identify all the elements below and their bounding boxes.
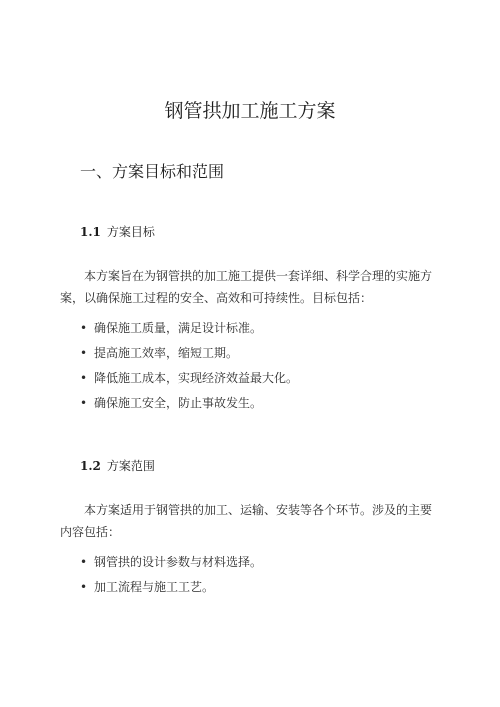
list-item: • 钢管拱的设计参数与材料选择。: [80, 551, 262, 576]
section-heading: 一、方案目标和范围: [80, 162, 225, 181]
bullet-icon: •: [80, 321, 88, 335]
bullet-icon: •: [80, 555, 88, 569]
goals-list: [80, 317, 298, 417]
list-item: • 降低施工成本，实现经济效益最大化。: [80, 367, 298, 392]
list-item: • 提高施工效率，缩短工期。: [80, 342, 298, 367]
subsection-heading-1-1: [80, 223, 155, 241]
bullet-icon: •: [80, 580, 88, 594]
subsection-title: 方案范围: [106, 459, 155, 473]
bullet-icon: •: [80, 371, 88, 385]
subsection-heading-1-2: [80, 457, 155, 475]
paragraph-scope: 本方案适用于钢管拱的加工、运输、安装等各个环节。涉及的主要内容包括：: [60, 503, 433, 539]
subsection-number: 1.1: [80, 225, 101, 239]
scope-list: [80, 551, 262, 601]
bullet-icon: •: [80, 396, 88, 410]
document-title: 钢管拱加工施工方案: [164, 100, 336, 122]
list-item: • 确保施工质量，满足设计标准。: [80, 317, 298, 342]
subsection-title: 方案目标: [106, 225, 155, 239]
list-item: • 确保施工安全，防止事故发生。: [80, 392, 298, 417]
bullet-icon: •: [80, 346, 88, 360]
paragraph-goals: 本方案旨在为钢管拱的加工施工提供一套详细、科学合理的实施方案，以确保施工过程的安全、高效和可持续性。目标包括：: [60, 269, 433, 305]
list-item: • 加工流程与施工工艺。: [80, 576, 262, 601]
subsection-number: 1.2: [80, 459, 101, 473]
